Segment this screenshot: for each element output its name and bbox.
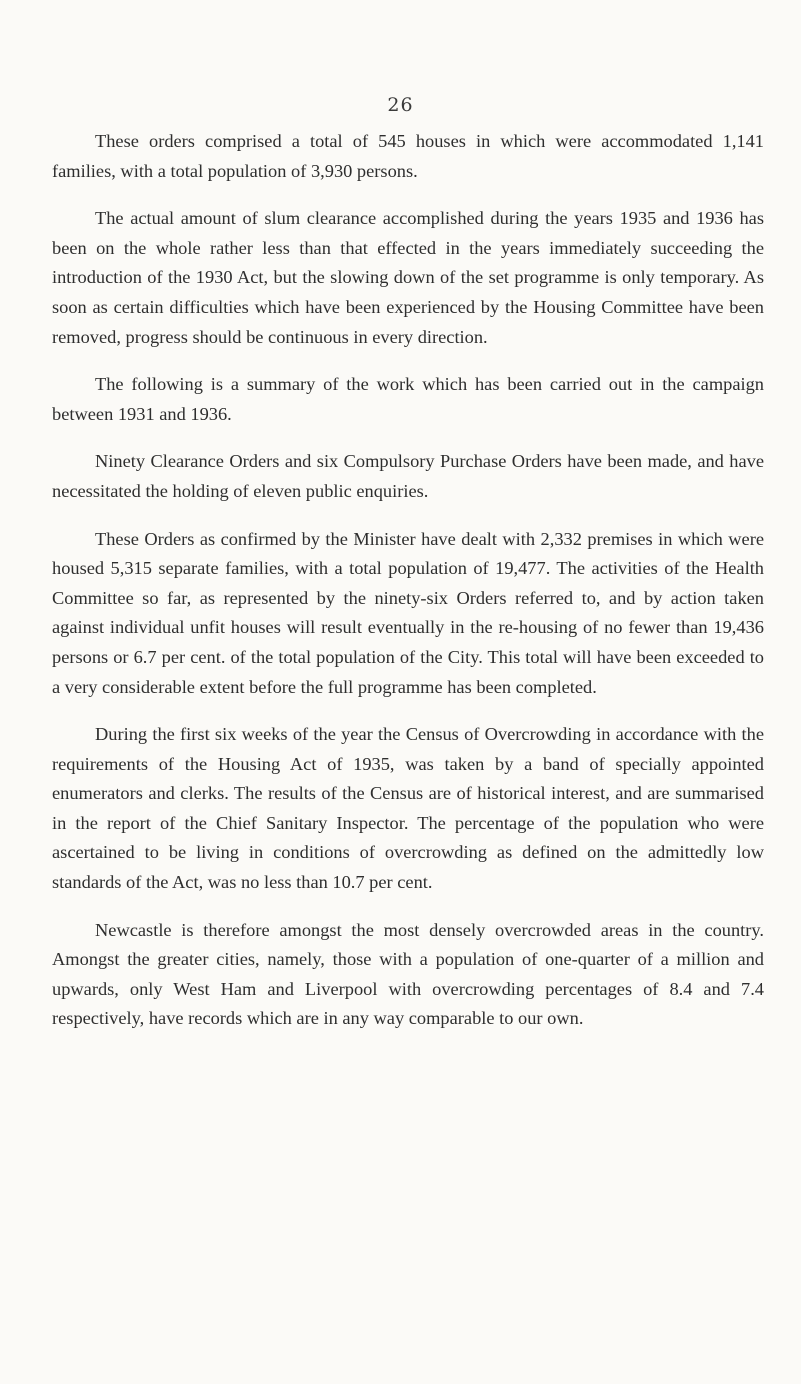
body-text (52, 127, 764, 1052)
paragraph-orders-summary: These orders comprised a total of 545 houses in which were accommodated 1,141 families, with a total population of 3,930 persons. (52, 131, 764, 181)
paragraph-slum-clearance: The actual amount of slum clearance accomplished during the years 1935 and 1936 has been on the whole rather less than that effected in the years immediately succeeding the introduction of the 1930 Act, but the slowing down of the set programme is only temporary. As soon as certain difficulties which have been experienced by the Housing Committee have been removed, progress should be continuous in every direction. (52, 208, 764, 347)
paragraph-newcastle-comparison: Newcastle is therefore amongst the most densely overcrowded areas in the country. Amongst the greater cities, namely, those with a population of one-quarter of a million and upwards, only West Ham and Liverpool with overcrowding percentages of 8.4 and 7.4 respectively, have records which are in any way comparable to our own. (52, 919, 764, 1029)
paragraph-confirmed-orders: These Orders as confirmed by the Minister have dealt with 2,332 premises in which were housed 5,315 separate families, with a total population of 19,477. The activities of the Health Committee so far, as represented by the ninety-six Orders referred to, and by action taken against individual unfit houses will result eventually in the re-housing of no fewer than 19,436 persons or 6.7 per cent. of the total population of the City. This total will have been exceeded to a very considerable extent before the full programme has been completed. (52, 528, 764, 697)
page-number: 26 (387, 94, 414, 116)
paragraph-clearance-orders: Ninety Clearance Orders and six Compulsory Purchase Orders have been made, and have necessitated the holding of eleven public enquiries. (52, 451, 764, 501)
paragraph-campaign-summary: The following is a summary of the work which has been carried out in the campaign between 1931 and 1936. (52, 374, 764, 424)
paragraph-overcrowding-census: During the first six weeks of the year the Census of Overcrowding in accordance with the requirements of the Housing Act of 1935, was taken by a band of specially appointed enumerators and clerks. The results of the Census are of historical interest, and are summarised in the report of the Chief Sanitary Inspector. The percentage of the population who were ascertained to be living in conditions of overcrowding as defined on the admittedly low standards of the Act, was no less than 10.7 per cent. (52, 724, 764, 893)
